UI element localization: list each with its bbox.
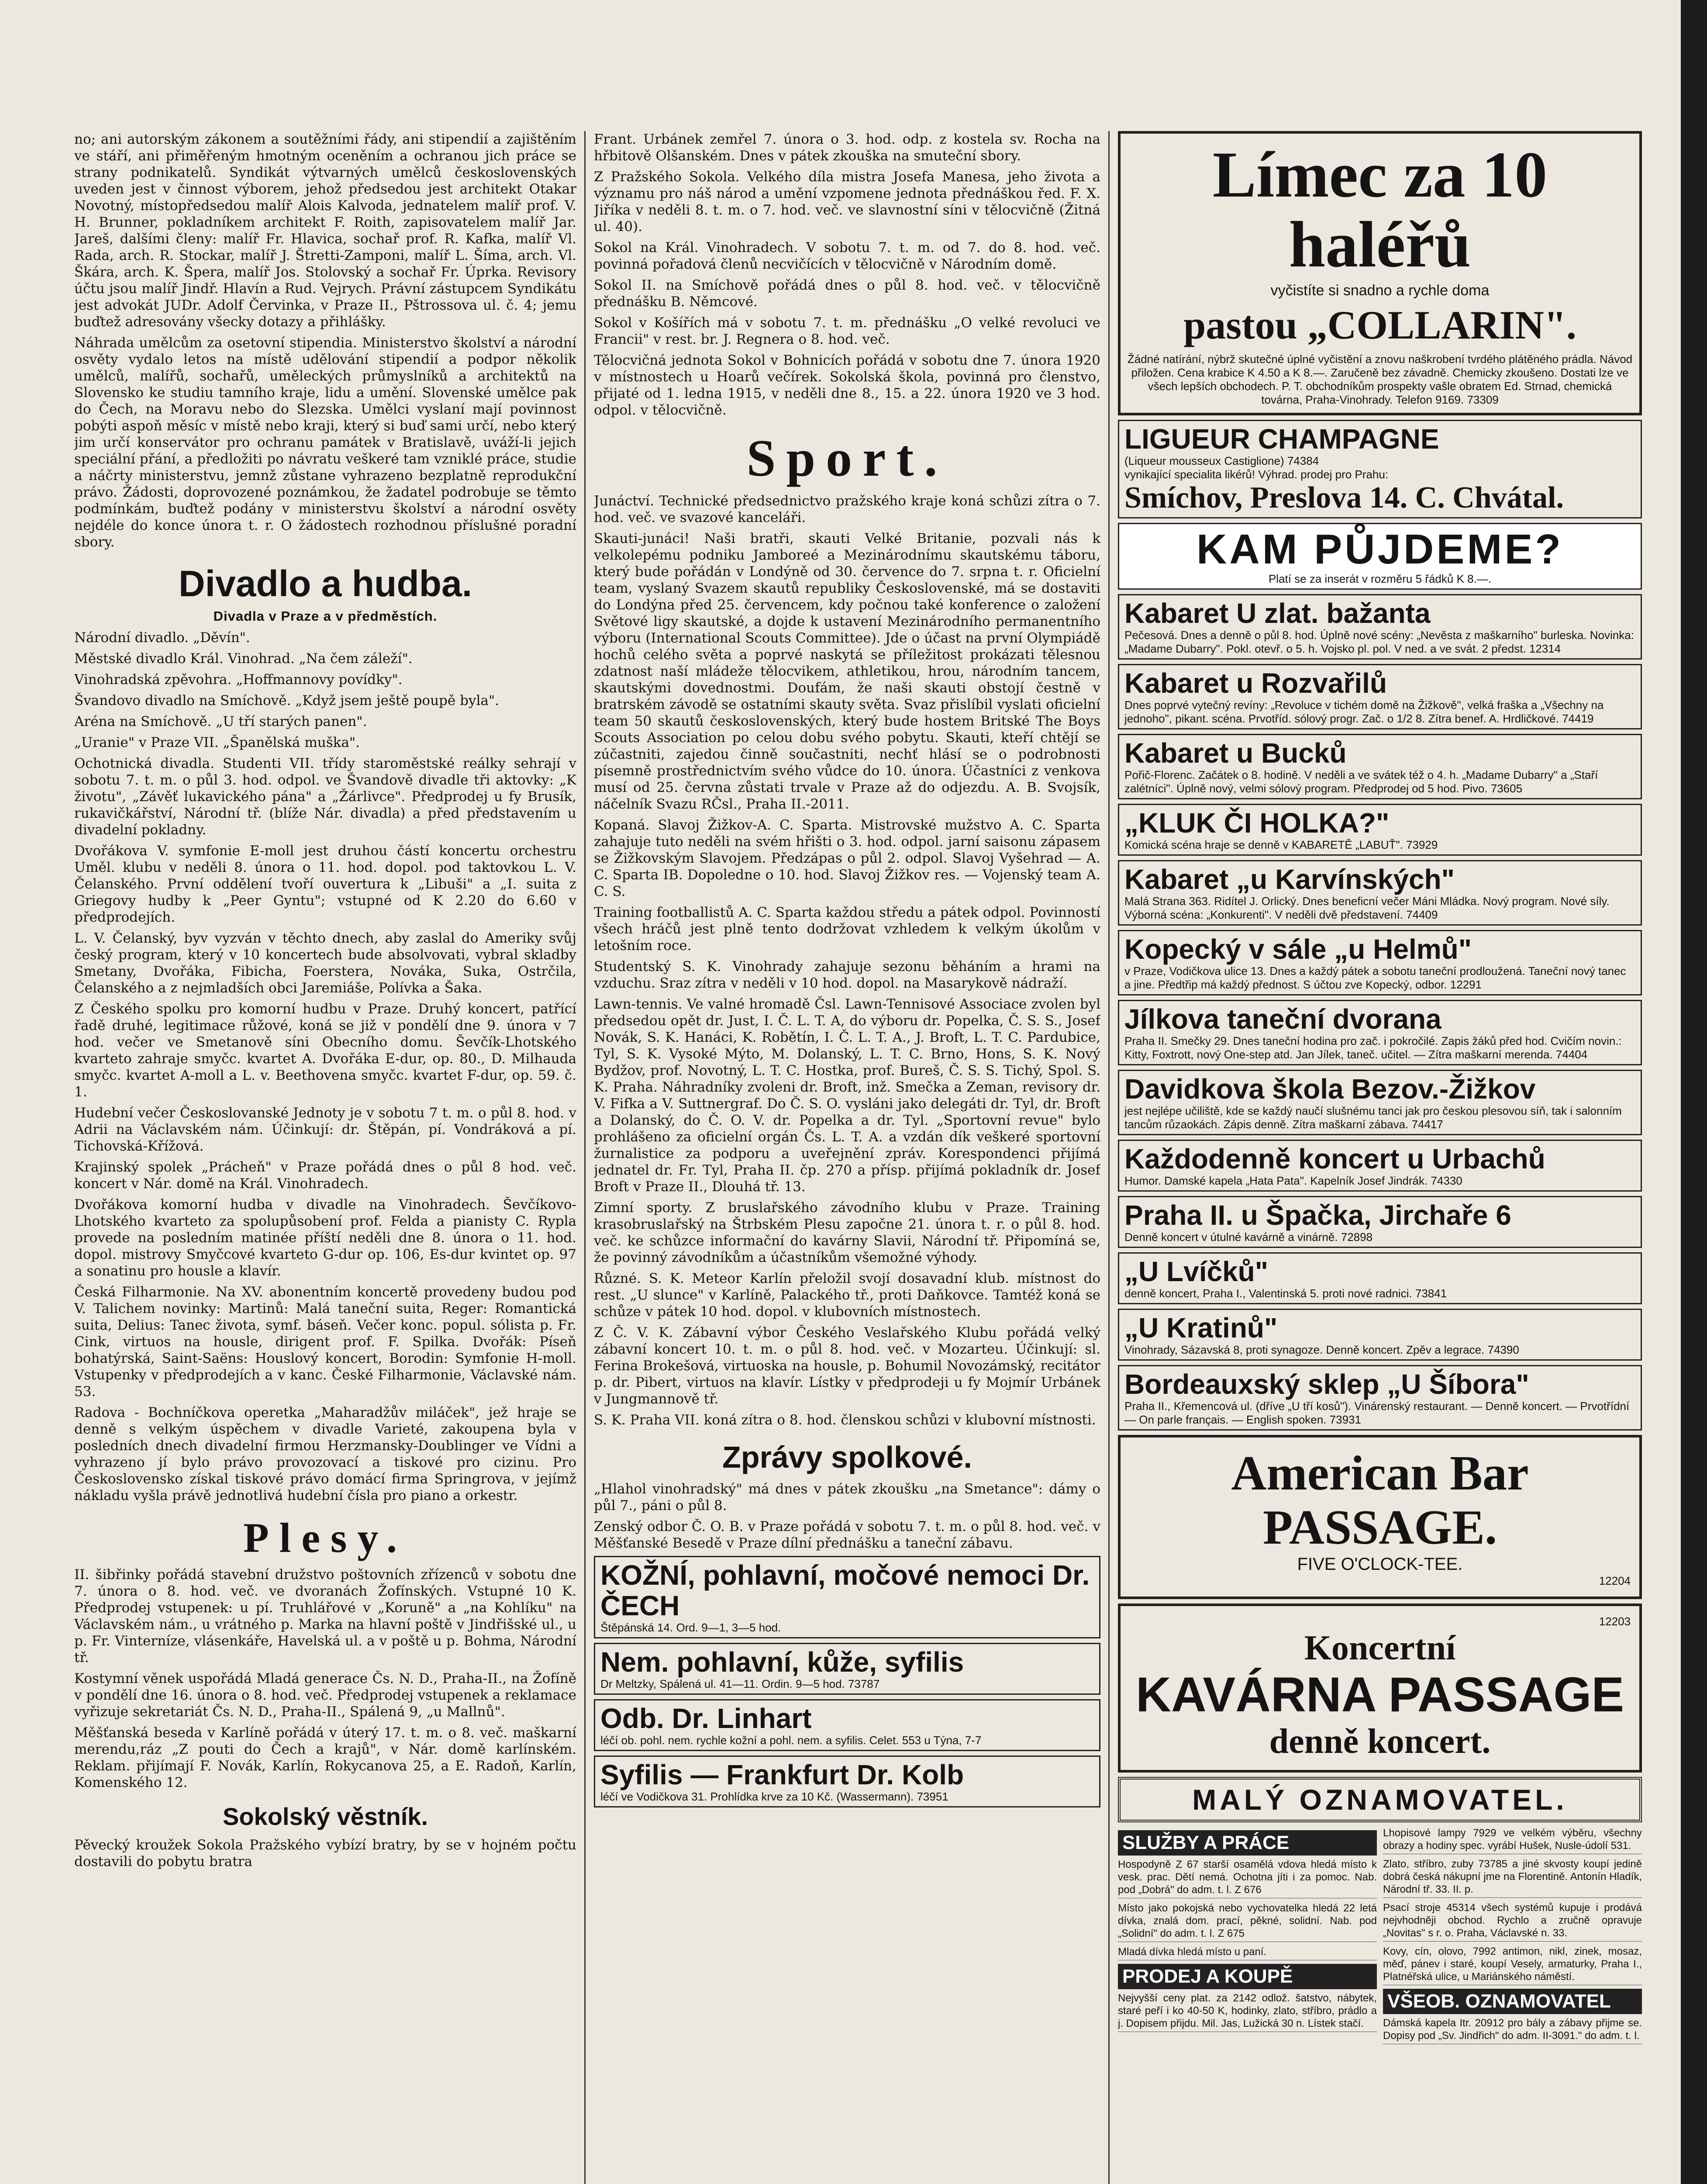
column-1 [74, 131, 576, 2184]
listing-text: jest nejlépe učiliště, kde se každý naučí slušnému tanci jak pro českou plesovou síň, tak i salonním tancům růzaokách. Zápis denně. Zítra maškarní zábava. 74417 [1124, 1104, 1622, 1131]
section-heading-sokol: Sokolský věstník. [222, 1803, 428, 1830]
classified-item: Psací stroje 45314 všech systémů kupuje i prodává nejvhodněji obchod. Rychlo a zručně opravuje „Novitas" s r. o. Praha, Václavské n. 33. [1383, 1901, 1642, 1942]
section-heading-plesy: Plesy. [243, 1514, 407, 1561]
listing-advert [1118, 594, 1642, 660]
classified-section-label: VŠEOB. OZNAMOVATEL [1383, 1989, 1642, 2014]
classified-item: Zlato, stříbro, zuby 73785 a jiné skvosty koupí jedině dobrá česká nákupní jme na Florentině. Antonín Hladík, Národní tř. 33. II. p. [1383, 1858, 1642, 1898]
advert-title: Syfilis — Frankfurt Dr. Kolb [600, 1759, 964, 1790]
listing-title: Davidkova škola Bezov.-Žižkov [1124, 1073, 1536, 1105]
listing-advert [1118, 1070, 1642, 1135]
article-paragraph: Dvořákova komorní hudba v divadle na Vinohradech. Ševčíkovo-Lhotského kvarteto za spolupůsobení prof. Felda a pianisty C. Rypla provede na posledním matinée příští neděli dne 8. února o 11. hod. dopol. mistrovy Smyčcové kvarteto G-dur op. 106, Es-dur kvintet op. 97 a sonatinu pro housle a klavír. [74, 1197, 576, 1279]
listing-title: Kabaret u Bucků [1124, 737, 1347, 769]
article-paragraph: Z Českého spolku pro komorní hudbu v Praze. Druhý koncert, patřící řadě druhé, legitimace růžové, koná se již v pondělí dne 9. února v 7 hod. večer ve Smetanově síni Obecního domu. Ševčík-Lhotského kvarteto zahraje smyčc. kvartet A. Dvořáka E-dur, op. 80., D. Milhauda smyčc. kvartet A-moll a L. v. Beethovena smyčc. kvartet F-dur, op. 59. č. 1. [74, 1001, 576, 1100]
article-paragraph: Skauti-junáci! Naši bratři, skauti Velké Britanie, pozvali nás k velkolepému podniku Jamboreé a Mezinárodnímu skautskému táboru, který bude pořádán v Londýně od 30. července do 7. srpna t. r. Oficielní team, vyslaný Svazem skautů republiky Československé, má se dostaviti do Londýna před 25. červencem, kdy počnou také konference o založení Světové ligy skautské, a dojde k ustavení Mezinárodního permanentního výboru (International Scouts Committee). Jde o účast na první Olympiádě hochů celého světa a poprvé naskytá se příležitost prokázati tělesnou zdatnost naší mládeže tělocvikem, athletikou, hrou, národním tancem, skautskými dovednostmi. Doufám, že naši skauti obstojí čestně v bratrském závodě se ostatními skauty světa. Svaz přislíbil vyslati oficielní team 50 skautů československých, který bude hostem Britské The Boys Scouts Association po celou dobu svého pobytu. Skauti, kteří chtějí se zúčastniti, zajedou činně součastniti, nechť hlásí se o podrobnosti písemně prostřednictvím svého vůdce do 10. února. Účastníci z venkova musí od 25. června zůstati trvale v Praze až do odjezdu. A. B. Svojsík, náčelník Svazu RČsl., Praha II.-2011. [594, 531, 1100, 812]
listing-text: denně koncert, Praha I., Valentinská 5. proti nové radnici. 73841 [1124, 1287, 1447, 1300]
advert-text: vynikající specialita likérů! Výhrad. prodej pro Prahu: [1124, 468, 1389, 481]
listing-text: Praha II., Křemencová ul. (dříve „U tří kosů"). Vinárenský restaurant. — Denně koncert. — Prvotřídní — On parle français. — English spoken. 73931 [1124, 1400, 1630, 1426]
article-paragraph: Krajinský spolek „Prácheň" v Praze pořádá dnes o půl 8 hod. več. koncert v Nár. domě na Král. Vinohradech. [74, 1159, 576, 1192]
section-heading-zpravy: Zprávy spolkové. [722, 1440, 972, 1474]
article-paragraph: Česká Filharmonie. Na XV. abonentním koncertě provedeny budou pod V. Talichem novinky: Martinů: Malá taneční suita, Reger: Romantická suita, Delius: Tanec života, symf. báseň. Večer konc. popul. sólista p. Fr. Cink, virtuos na housle, dirigent prof. F. Spilka. Dvořák: Píseň bohatýrská, Saint-Saëns: Houslový koncert, Borodin: Symfonie H-moll. Vstupenky v předprodejích a v kanc. České Filharmonie, Václavské nám. 53. [74, 1284, 576, 1400]
listing-title: „KLUK ČI HOLKA?" [1124, 807, 1390, 839]
article-paragraph: Vinohradská zpěvohra. „Hoffmannovy povídky". [74, 672, 403, 688]
classified-item: Mladá dívka hledá místo u paní. [1118, 1946, 1377, 1960]
listing-title: „U Kratinů" [1124, 1312, 1278, 1344]
article-paragraph: Aréna na Smíchově. „U tří starých panen". [74, 714, 367, 729]
advert-subtitle: Platí se za inserát v rozměru 5 řádků K 8.—. [1268, 572, 1492, 585]
advert-title: KAVÁRNA PASSAGE [1135, 1667, 1624, 1722]
article-paragraph: Kopaná. Slavoj Žižkov-A. C. Sparta. Mistrovské mužstvo A. C. Sparta zahajuje tuto neděli na svém hřišti o 3. hod. odpol. jarní saisonu zápasem se Žižkovským Slavojem. Předzápas o půl 2. odpol. Slavoj Vyšehrad — A. C. Sparta IB. Dopoledne o 10. hod. Slavoj Žižkov res. — Vojenský team A. C. S. [594, 817, 1100, 899]
advert [594, 1643, 1100, 1695]
advert-text: FIVE O'CLOCK-TEE. [1297, 1555, 1463, 1574]
listing-advert [1118, 930, 1642, 995]
listing-advert [1118, 1252, 1642, 1304]
article-paragraph: Sokol na Král. Vinohradech. V sobotu 7. t. m. od 7. do 8. hod. več. povinná pořadová členů necvičících v tělocvičně v Národním domě. [594, 240, 1100, 272]
advert-subtitle: vyčistíte si snadno a rychle doma [1270, 282, 1490, 299]
advert-title: American Bar [1231, 1446, 1529, 1500]
article-paragraph: „Uranie" v Praze VII. „Španělská muška". [74, 735, 360, 750]
classified-section-label: PRODEJ A KOUPĚ [1118, 1964, 1377, 1989]
article-paragraph: Dvořákova V. symfonie E-moll jest druhou částí koncertu orchestru Uměl. klubu v neděli 8. února o 11. hod. dopol. pod taktovkou L. V. Čelanského. První oddělení tvoří ouvertura k „Libuši" a „I. suita z Griegovy hudby k „Peer Gyntu"; vstupné od K 2.20 do 6.60 v předprodejích. [74, 843, 576, 925]
classified-item: Dámská kapela Itr. 20912 pro bály a zábavy přijme se. Dopisy pod „Sv. Jindřich" do adm. II-3091." do adm. t. l. [1383, 2017, 1642, 2044]
scan-edge [1681, 0, 1707, 2184]
listing-advert [1118, 1196, 1642, 1248]
article-paragraph: Pěvecký kroužek Sokola Pražského vybízí bratry, by se v hojném počtu dostavili do pobytu bratra [74, 1837, 576, 1870]
listing-title: „U Lvíčků" [1124, 1256, 1269, 1287]
article-paragraph: L. V. Čelanský, byv vyzván v těchto dnech, aby zaslal do Ameriky svůj český program, který v 10 koncertech bude absolvovati, vybral skladby Smetany, Dvořáka, Fibicha, Foerstera, Nováka, Suka, Ostrčila, Čelanského a z nejmladších obci Jaremiáše, Polívka a Šaka. [74, 930, 576, 996]
listing-title: Kabaret U zlat. bažanta [1124, 598, 1431, 629]
article-paragraph: Hudební večer Českoslovanské Jednoty je v sobotu 7 t. m. o půl 8. hod. v Adrii na Václavském nám. Účinkují: dr. Štěpán, pí. Vondráková a pí. Tichovská-Křížová. [74, 1105, 576, 1154]
listing-text: Humor. Damské kapela „Hata Pata". Kapelník Josef Jindrák. 74330 [1124, 1174, 1462, 1187]
column-3 [1118, 131, 1642, 2184]
classifieds-left [1118, 1827, 1377, 2048]
listing-text: Vinohrady, Sázavská 8, proti synagoze. Denně koncert. Zpěv a legrace. 74390 [1124, 1343, 1519, 1356]
article-paragraph: Zenský odbor Č. O. B. v Praze pořádá v sobotu 7. t. m. o půl 8. hod. več. v Měšťanské Besedě v Praze dílní přednášku a taneční zábavu. [594, 1519, 1100, 1551]
article-paragraph: Frant. Urbánek zemřel 7. února o 3. hod. odp. z kostela sv. Rocha na hřbitově Olšanském. Dnes v pátek zkouška na smuteční sbory. [594, 131, 1100, 164]
section-title: MALÝ OZNAMOVATEL. [1192, 1783, 1568, 1816]
article-paragraph: Lawn-tennis. Ve valné hromadě Čsl. Lawn-Tennisové Associace zvolen byl předsedou opět dr. Just, I. Č. L. T. A, do výboru dr. Popelka, Č. S. S., Josef Novák, S. K. Hanáci, K. Robětín, I. Č. L. T. A., J. Broft, L. T. C. Pardubice, Tyl, S. K. Vysoké Mýto, M. Dolanský, L. T. C. Brno, Hons, S. K. Nový Bydžov, prof. Novotný, L. T. C. Hostka, prof. Bureš, Č. S. S. Tichý, Spol. S. K. Praha. Náhradníky zvoleni dr. Broft, inž. Smečka a Zeman, revisory dr. V. Fifka a V. Suttnergraf. Do Č. S. O. vysláni jako delegáti dr. Tyl, dr. Broft a Dolanský, do Č. O. V. dr. Popelka a dr. Tyl. „Sportovní revue" bylo prohlášeno za oficielní orgán Čs. L. T. A. a vzdán dík veškeré sportovní žurnalistice za podporu a uveřejnění zpráv. Korespondenci přijímá jednatel dr. Fr. Tyl, Praha II. čp. 270 a přísp. přijímá pokladník dr. Josef Broft v Praze II., Dlouhá tř. 13. [594, 996, 1100, 1195]
classified-item: Kovy, cín, olovo, 7992 antimon, nikl, zinek, mosaz, měď, pánev i staré, koupí Vesely, armaturky, Praha I., Platnéřská ulice, u Mariánského náměstí. [1383, 1945, 1642, 1985]
section-heading-divadlo: Divadlo a hudba. [178, 563, 472, 604]
listing-advert [1118, 1365, 1642, 1431]
maly-oznamovatel-header [1118, 1777, 1642, 1822]
article-paragraph: Training footballistů A. C. Sparta každou středu a pátek odpol. Povinností všech hráčů jest plně tento dodržovat vzhledem k velkým úkolům v letošním roce. [594, 905, 1100, 954]
section-subheading: Divadla v Praze a v předměstích. [213, 608, 438, 624]
advert-text: léčí ob. pohl. nem. rychle kožní a pohl. nem. a syfilis. Celet. 553 u Týna, 7-7 [600, 1734, 982, 1747]
advert-title: KAM PŮJDEME? [1196, 526, 1564, 573]
article-paragraph: Z Č. V. K. Zábavní výbor Českého Veslařského Klubu pořádá velký zábavní koncert 10. t. m. o půl 8. hod. več. v Mozarteu. Účinkují: sl. Ferina Brokešová, virtuoska na housle, p. Bohumil Novozámský, recitátor p. dr. Pibert, virtuos na klavír. Lístky v předprodeji u fy Mojmír Urbánek v Jungmannově tř. [594, 1325, 1100, 1407]
advert-number: 12204 [1599, 1574, 1631, 1587]
listing-text: Praha II. Smečky 29. Dnes taneční hodina pro zač. i pokročilé. Zapis žáků před hod. Cvičím novin.: Kitty, Foxtrott, nový One-step atd. Jan Jílek, taneč. učitel. — Zítra maškarní merenda. 74404 [1124, 1034, 1622, 1061]
classified-item: Místo jako pokojská nebo vychovatelka hledá 22 letá dívka, znalá dom. prací, pěkné, solidní. Nab. pod „Solidní" do adm. t. l. Z 675 [1118, 1902, 1377, 1942]
advert-brand: pastou „COLLARIN". [1183, 303, 1576, 347]
article-paragraph: Zimní sporty. Z bruslařského závodního klubu v Praze. Training krasobruslařský na Štrbském Plesu započne 21. února t. r. o půl 8. hod. več. ke schůzce informační do kavárny Slavii, Národní tř. Připomíná se, že povinný závodníkům a účastníkům všemožné výhody. [594, 1200, 1100, 1265]
listing-advert [1118, 804, 1642, 856]
advert-subtitle: (Liqueur mousseux Castiglione) 74384 [1124, 454, 1319, 467]
listing-text: Denně koncert v útulné kavárně a vinárně. 72898 [1124, 1230, 1373, 1244]
article-paragraph: Ochotnická divadla. Studenti VII. třídy staroměstské reálky sehrají v sobotu 7. t. m. o půl 3. hod. odpol. ve Švandově divadle tři aktovky: „K životu", „Závěť lukavického pána" a „Žárlivce". Předprodej u fy Brusík, rukavičkářství, Národní tř. (blíže Nár. divadla) a před představením u divadelní pokladny. [74, 756, 576, 838]
column-rule [584, 131, 586, 2184]
advert-title: denně koncert. [1269, 1722, 1491, 1761]
article-paragraph: Radova - Bochníčkova operetka „Maharadžův miláček", jež hraje se denně s velkým úspěchem v divadle Varieté, zakoupena byla v posledních dnech divadelní firmou Herzmansky-Doublinger ve Vídni a vyhrazeno jí bylo právo provozovací a tiskové pro cizinu. Pro Československo získal tiskové právo domácí firma Springrova, v jejímž nákladu vyšla právě jednotlivá hudební čísla pro piano a orkestr. [74, 1405, 576, 1503]
section-heading-sport: Sport. [746, 429, 948, 487]
advert-text: léčí ve Vodičkova 31. Prohlídka krve za 10 Kč. (Wassermann). 73951 [600, 1790, 948, 1803]
advert-title: Koncertní [1304, 1629, 1456, 1667]
listing-title: Každodenně koncert u Urbachů [1124, 1143, 1545, 1175]
article-paragraph: „Hlahol vinohradský" má dnes v pátek zkoušku „na Smetance": dámy o půl 7., páni o půl 8. [594, 1481, 1100, 1514]
advert-title: KOŽNÍ, pohlavní, močové nemoci Dr. ČECH [600, 1559, 1090, 1621]
article-paragraph: Sokol II. na Smíchově pořádá dnes o půl 8. hod. več. v tělocvičně přednášku B. Němcové. [594, 277, 1100, 310]
advert-address: Smíchov, Preslova 14. C. Chvátal. [1124, 481, 1564, 515]
advert-title: LIGUEUR CHAMPAGNE [1124, 423, 1439, 455]
article-paragraph: Náhrada umělcům za osetovní stipendia. Ministerstvo školství a národní osvěty vydalo letos na místě udělování stipendií a podpor několik umělců, malířů, sochařů, uměleckých průmyslníků a architektů na Slovensko ke studiu tamního kraje, lidu a umění. Slovenské umělce pak do Čech, na Moravu nebo do Slezska. Umělci vyslaní mají povinnost pobýti aspoň měsíc v místě nebo kraji, který si buď sami určí, nebo který jim určí konservátor pro ochranu památek v Bratislavě, uváží-li jejich speciální přání, a předložiti po návratu veškeré tam vzniklé práce, studie a náčrty ministerstvu, jemnž zůstane vyhrazeno bezplatně reprodukční právo. Žádosti, doprovozené poznámkou, že žadatel podrobuje se těmto podmínkám, buďtež podány v ministerstvu školství a národní osvěty nejdéle do konce února t. r. O žádostech rozhodnou příslušné poradní sbory. [74, 335, 576, 550]
classified-item: Lhopisové lampy 7929 ve velkém výběru, všechny obrazy a hodiny spec. vyrábí Hušek, Nusle-údolí 531. [1383, 1827, 1642, 1854]
column-rule [1108, 131, 1110, 2184]
listing-title: Kopecký v sále „u Helmů" [1124, 933, 1472, 965]
advert-title: Nem. pohlavní, kůže, syfilis [600, 1646, 964, 1678]
article-paragraph: Tělocvičná jednota Sokol v Bohnicích pořádá v sobotu dne 7. února 1920 v místnostech u Hoarů večírek. Sokolská škola, povinná pro členstvo, přijaté od 1. ledna 1915, v neděli dne 8., 15. a 22. února 1920 ve 3 hod. odpol. v tělocvičně. [594, 352, 1100, 418]
listing-advert [1118, 1309, 1642, 1361]
listing-title: Praha II. u Špačka, Jirchaře 6 [1124, 1199, 1511, 1231]
advert-title: Límec za 10 haléřů [1212, 138, 1548, 281]
listing-text: Dnes poprvé vytečný revíny: „Revoluce v tichém domě na Žižkově", velká fraška a „Všechny na jednoho", pikant. scéna. Prvotříd. sólový progr. Zač. o 1/2 8. Zítra benef. A. Hrdličkové. 74419 [1124, 698, 1604, 725]
listing-title: Bordeauxský sklep „U Šíbora" [1124, 1368, 1529, 1400]
article-paragraph: Studentský S. K. Vinohrady zahajuje sezonu běháním a hrami na vzduchu. Sraz zítra v neděli v 10 hod. dopol. na Masarykově nádraží. [594, 959, 1100, 991]
listing-advert [1118, 664, 1642, 729]
advert-text: Štěpánská 14. Ord. 9—1, 3—5 hod. [600, 1621, 781, 1634]
advert-american-bar [1118, 1435, 1642, 1599]
listing-text: v Praze, Vodičkova ulice 13. Dnes a každý pátek a sobotu taneční prodloužená. Taneční nový tanec a jine. Předtřip má každý přednost. S účtou zve Kopecký, odbor. 12291 [1124, 964, 1626, 991]
listing-advert [1118, 1140, 1642, 1192]
article-paragraph: Různé. S. K. Meteor Karlín přeložil svojí dosavadní klub. místnost do rest. „U slunce" v Karlíně, Palackého tř., proti Daňkovce. Tamtéž koná se schůze v pátek 10 hod. dopol. v klubovních místnostech. [594, 1271, 1100, 1320]
listing-text: Malá Strana 363. Ridítel J. Orlický. Dnes beneficní večer Máni Mládka. Nový program. Nové síly. Výborná scéna: „Konkurenti". V neděli dvě představení. 74409 [1124, 895, 1610, 921]
advert-title: Odb. Dr. Linhart [600, 1703, 812, 1734]
classified-item: Nejvyšší ceny plat. za 2142 odlož. šatstvo, nábytek, staré peří i ko 40-50 K, hodinky, zlato, stříbro, prádlo a j. Dopisem přijdu. Mil. Jas, Lužická 30 n. Lístek stačí. [1118, 1992, 1377, 2032]
article-paragraph: Národní divadlo. „Děvín". [74, 630, 250, 646]
classifieds-right [1383, 1827, 1642, 2048]
advert-number: 12203 [1599, 1615, 1631, 1628]
article-paragraph: Junáctví. Technické předsednictvo pražského kraje koná schůzi zítra o 7. hod. več. ve svazové kanceláři. [594, 493, 1100, 525]
advert-ligueur [1118, 420, 1642, 518]
listing-text: Komická scéna hraje se denně v KABARETĚ „LABUŤ". 73929 [1124, 838, 1438, 851]
article-paragraph: S. K. Praha VII. koná zítra o 8. hod. členskou schůzi v klubovní místnosti. [594, 1412, 1096, 1428]
classified-section-label: SLUŽBY A PRÁCE [1118, 1830, 1377, 1856]
listing-text: Pořič-Florenc. Začátek o 8. hodině. V neděli a ve svátek též o 4. h. „Madame Dubarry" a „Staří zalétníci". Úplně nový, velmi sólový program. Předprodej od 5 hod. Pivo. 73605 [1124, 768, 1598, 795]
advert-limec [1118, 131, 1642, 415]
advert-text: Žádné natírání, nýbrž skutečné úplné vyčistění a znovu naškrobení tvrdého plátěného prádla. Návod přiložen. Cena krabice K 4.50 a K 8.—. Zaručeně bez závadně. Chemicky zkoušeno. Dostati lze ve všech lepších obchodech. P. T. obchodníkům prospekty vašle obratem Ed. Strnad, chemická továrna, Praha-Vinohrady. Telefon 9169. 73309 [1127, 352, 1633, 406]
article-paragraph: Z Pražského Sokola. Velkého díla mistra Josefa Manesa, jeho života a významu pro náš národ a umění vzpomene jednota přednáškou řed. F. X. Jiříka v neděli 8. t. m. o 7. hod. več. ve slavnostní síni v tělocvičně (Žitná ul. 40). [594, 169, 1100, 235]
article-paragraph: no; ani autorským zákonem a soutěžními řády, ani stipendií a zajištěním ve stáří, ani přiměřeným hmotným oceněním a ochranou jich práce se strany podnikatelů. Syndikát výtvarných umělců československých uveden jest v činnost výborem, jehož předsedou jest architekt Otakar Novotný, místopředsedou malíř Alois Kalvoda, jednatelem malíř prof. V. H. Brunner, pokladníkem architekt F. Roith, zapisovatelem malíř Jar. Jareš, dalšími členy: malíř Fr. Hlavica, sochař prof. R. Kafka, malíř Vl. Rada, arch. R. Stockar, malíř J. Štretti-Zamponi, malíř L. Šíma, arch. Vl. Škára, arch. K. Špera, malíř Jos. Stolovský a sochař Fr. Úprka. Revisory účtu jsou malíř Jindř. Hlavín a Rud. Vejrych. Právní zástupcem Syndikátu jest advokát JUDr. Adolf Červinka, v Praze II., Pštrossova ul. č. 4; jemu buďtež adresovány všecky dotazy a přihlášky. [74, 131, 576, 330]
article-paragraph: Sokol v Košířích má v sobotu 7. t. m. přednášku „O velké revoluci ve Francii" v rest. br. J. Regnera o 8. hod. več. [594, 315, 1100, 347]
classified-item: Hospodyně Z 67 starší osamělá vdova hledá místo k vesk. prac. Dětí nemá. Ochotna jíti i za pomoc. Nab. pod „Dobrá" do adm. t. l. Z 676 [1118, 1858, 1377, 1898]
article-paragraph: II. šibřinky pořádá stavební družstvo poštovních zřízenců v sobotu dne 7. února o 8. hod. več. ve dvoranách Žofínských. Vstupné 10 K. Předprodej vstupenek: u pí. Truhlářové v „Koruně" a „na Kohlíku" na Václavském nám., u vrátného p. Marka na hlavní poště v Jindřišské ul., u p. Fr. Vinterníze, vlásenkáře, Havelská ul. a v poště u p. Bohma, Národní tř. [74, 1567, 576, 1666]
article-paragraph: Kostymní věnek uspořádá Mladá generace Čs. N. D., Praha-II., na Žofíně v pondělí dne 16. února o 8. hod. več. Předprodej vstupenek a reklamace vyřizuje sekretariát Čs. N. D., Praha-II., Spálená 9, „u Mallnů". [74, 1671, 576, 1720]
advert [594, 1556, 1100, 1638]
advert-kavarna-passage [1118, 1603, 1642, 1773]
column-2 [594, 131, 1100, 2184]
listing-text: Pečesová. Dnes a denně o půl 8. hod. Úplně nové scény: „Nevěsta z maškarního" burleska. Novinka: „Madame Dubarry". Pokl. otevř. o 5. h. Vojsko pl. pol. V ned. a ve svát. 2 předst. 12314 [1124, 629, 1634, 655]
article-paragraph: Městské divadlo Král. Vinohrad. „Na čem záleží". [74, 651, 413, 667]
listing-advert [1118, 734, 1642, 799]
advert-text: Dr Meltzky, Spálená ul. 41—11. Ordin. 9—5 hod. 73787 [600, 1677, 880, 1690]
listing-advert [1118, 860, 1642, 926]
newspaper-page [74, 131, 1642, 2184]
listing-advert [1118, 1000, 1642, 1065]
listing-title: Kabaret „u Karvínských" [1124, 864, 1455, 895]
advert-title: PASSAGE. [1262, 1500, 1497, 1555]
advert [594, 1755, 1100, 1807]
article-paragraph: Měšťanská beseda v Karlíně pořádá v úterý 17. t. m. o 8. več. maškarní merendu,ráz „Z pouti do Čech a krajů", v Nár. domě karlínském. Reklam. přijímají F. Novák, Karlín, Rokycanova 25, a E. Radoň, Karlín, Komenského 12. [74, 1725, 576, 1790]
listing-title: Kabaret u Rozvařilů [1124, 667, 1387, 699]
kam-pujdeme-header [1118, 523, 1642, 590]
classifieds [1118, 1827, 1642, 2048]
listing-title: Jílkova taneční dvorana [1124, 1003, 1441, 1035]
advert [594, 1699, 1100, 1751]
article-paragraph: Švandovo divadlo na Smíchově. „Když jsem ještě poupě byla". [74, 693, 499, 708]
